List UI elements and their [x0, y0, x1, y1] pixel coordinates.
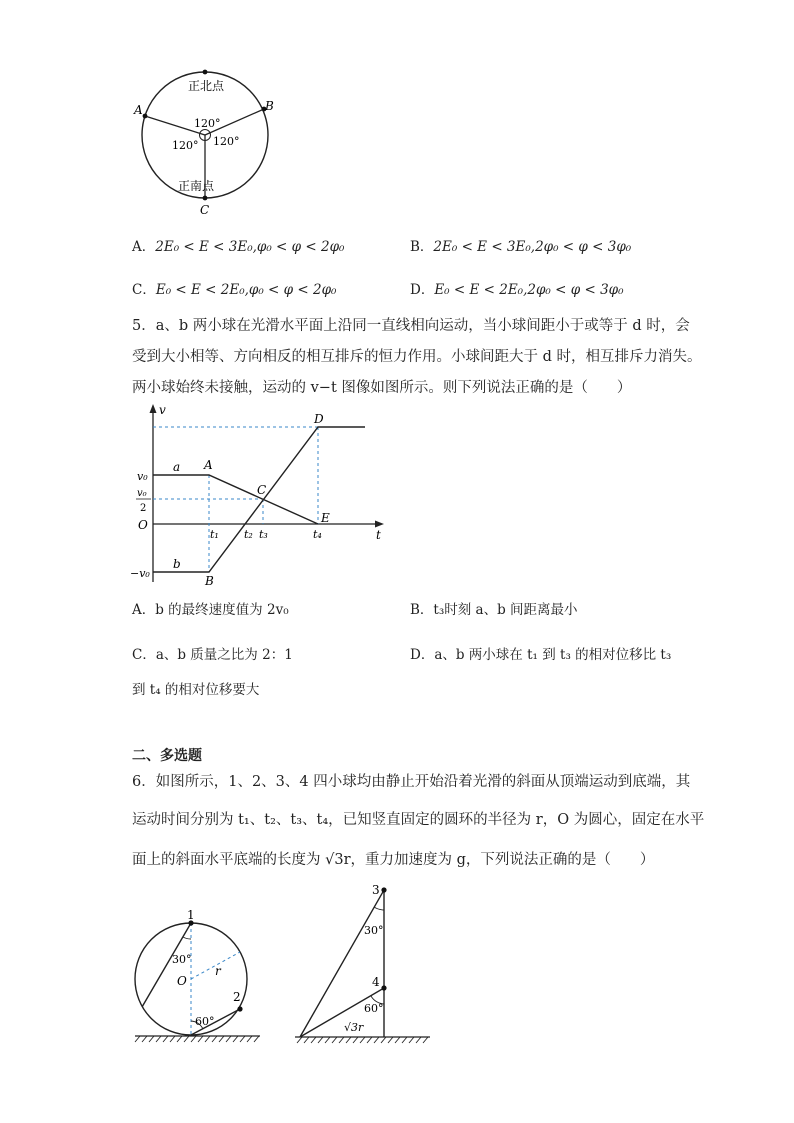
angle-right-label: 120°	[213, 135, 240, 148]
angle-60-label-right: 60°	[364, 1002, 384, 1015]
angle-60-label: 60°	[195, 1015, 215, 1028]
q4-option-a[interactable]	[132, 237, 344, 257]
t2-label: t₂	[244, 528, 253, 541]
point-c-label: C	[200, 203, 210, 217]
point-B-label: B	[205, 574, 214, 587]
point-b-label: B	[265, 99, 274, 113]
point-D-label: D	[314, 412, 324, 426]
q5-option-b[interactable]: B．t₃时刻 a、b 间距离最小	[410, 602, 578, 618]
angle-30-label-right: 30°	[364, 924, 384, 937]
q4-option-b-letter: B．	[410, 239, 434, 255]
q4-option-b-text: 2E₀ < E < 3E₀,2φ₀ < φ < 3φ₀	[433, 239, 632, 255]
y-axis-label: v	[159, 403, 166, 417]
half-v0-num: v₀	[137, 488, 147, 499]
q5-option-a[interactable]: A．b 的最终速度值为 2v₀	[132, 602, 289, 618]
x-axis-label: t	[376, 528, 381, 542]
q4-option-b[interactable]	[410, 237, 631, 257]
point-a-label: A	[134, 103, 143, 117]
q5-stem-line3: 两小球始终未接触，运动的 v−t 图像如图所示。则下列说法正确的是（ ）	[132, 380, 632, 396]
q4-option-c-letter: C．	[132, 282, 156, 298]
q6-stem-line2: 运动时间分别为 t₁、t₂、t₃、t₄，已知竖直固定的圆环的半径为 r，O 为圆心，固定在水平	[132, 812, 705, 828]
ball-3-label: 3	[372, 883, 380, 897]
angle-30-label: 30°	[172, 953, 192, 966]
south-label: 正南点	[178, 179, 215, 193]
q5-option-d[interactable]: D．a、b 两小球在 t₁ 到 t₃ 的相对位移比 t₃	[410, 647, 672, 663]
q5-option-c[interactable]: C．a、b 质量之比为 2：1	[132, 647, 293, 663]
incline-figure	[290, 880, 440, 1045]
q4-option-d-letter: D．	[410, 282, 435, 298]
ring-figure	[130, 905, 270, 1050]
q4-option-d[interactable]	[410, 280, 624, 300]
q4-option-a-letter: A．	[132, 239, 156, 255]
neg-v0-label: −v₀	[130, 567, 150, 580]
angle-left-label: 120°	[172, 139, 199, 152]
t1-label: t₁	[210, 528, 219, 541]
point-E-label: E	[321, 511, 330, 525]
north-label: 正北点	[188, 79, 225, 93]
vt-graph	[125, 402, 395, 587]
point-C-label: C	[257, 483, 267, 497]
q4-option-a-text: 2E₀ < E < 3E₀,φ₀ < φ < 2φ₀	[155, 239, 345, 255]
half-v0-den: 2	[140, 503, 147, 514]
base-length-label: √3r	[344, 1021, 364, 1034]
angle-top-label: 120°	[194, 117, 221, 130]
line-a-label: a	[173, 460, 181, 474]
t3-label: t₃	[259, 528, 268, 541]
ball-4-label: 4	[372, 975, 380, 989]
q4-option-d-text: E₀ < E < 2E₀,2φ₀ < φ < 3φ₀	[434, 282, 624, 298]
q5-stem-line2: 受到大小相等、方向相反的相互排斥的恒力作用。小球间距大于 d 时，相互排斥力消失。	[132, 349, 702, 365]
center-o-label: O	[177, 974, 187, 988]
q5-stem-line1: 5．a、b 两小球在光滑水平面上沿同一直线相向运动，当小球间距小于或等于 d 时，会	[132, 318, 690, 334]
t4-label: t₄	[313, 528, 322, 541]
q5-option-d-continued: 到 t₄ 的相对位移要大	[132, 682, 260, 698]
section-title: 二、多选题	[132, 748, 202, 764]
origin-label: O	[138, 518, 148, 532]
q6-stem-line1: 6．如图所示，1、2、3、4 四小球均由静止开始沿着光滑的斜面从顶端运动到底端，其	[132, 774, 691, 790]
ball-1-label: 1	[187, 908, 195, 922]
line-b-label: b	[173, 557, 181, 571]
q6-stem-line3: 面上的斜面水平底端的长度为 √3r，重力加速度为 g，下列说法正确的是（ ）	[132, 852, 655, 868]
v0-label: v₀	[137, 470, 148, 483]
radius-r-label: r	[215, 964, 221, 978]
q4-option-c-text: E₀ < E < 2E₀,φ₀ < φ < 2φ₀	[155, 282, 337, 298]
compass-circle-figure	[120, 60, 290, 220]
point-A-label: A	[204, 458, 213, 472]
q4-option-c[interactable]	[132, 280, 336, 300]
ball-2-label: 2	[233, 990, 241, 1004]
